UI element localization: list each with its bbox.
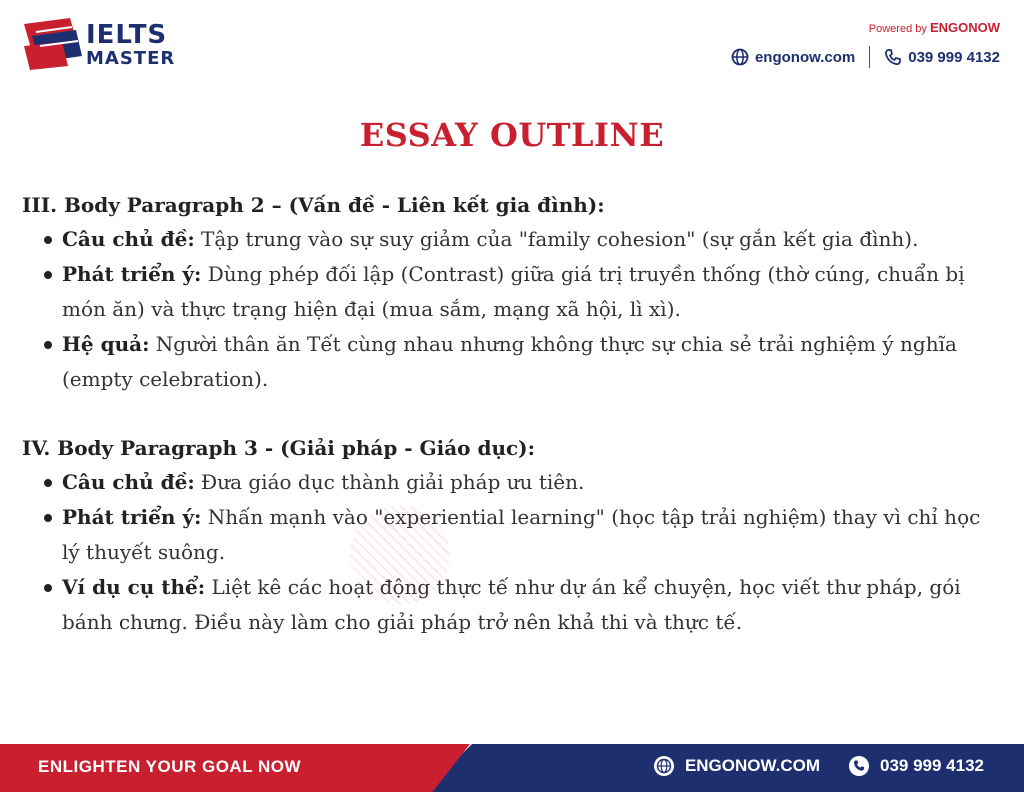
powered-by-brand: ENGONOW xyxy=(929,20,1000,35)
logo-stripes-icon xyxy=(22,16,86,72)
item-label: Ví dụ cụ thể: xyxy=(62,575,206,599)
footer-contact xyxy=(653,755,984,777)
list-item xyxy=(22,500,1002,570)
section-heading-body-2: III. Body Paragraph 2 – (Vấn đề - Liên kết gia đình): xyxy=(22,193,605,217)
item-label: Phát triển ý: xyxy=(62,505,202,529)
header-phone-link[interactable]: 039 999 4132 xyxy=(908,48,1000,66)
footer-bar xyxy=(0,744,1024,792)
item-label: Phát triển ý: xyxy=(62,262,202,286)
item-text: Liệt kê các hoạt động thực tế như dự án kể chuyện, học viết thư pháp, gói bánh chưng. Điều này làm cho giải pháp trở nên khả thi và thực tế. xyxy=(62,575,961,634)
phone-icon xyxy=(884,48,902,66)
item-text: Người thân ăn Tết cùng nhau nhưng không thực sự chia sẻ trải nghiệm ý nghĩa (empty celebration). xyxy=(62,332,957,391)
header-contact xyxy=(731,46,1000,68)
logo-text-master: MASTER xyxy=(86,48,176,69)
footer-website-link[interactable]: ENGONOW.COM xyxy=(684,756,820,775)
list-item xyxy=(22,257,1002,327)
item-text: Dùng phép đối lập (Contrast) giữa giá trị truyền thống (thờ cúng, chuẩn bị món ăn) và thực trạng hiện đại (mua sắm, mạng xã hội, lì xì). xyxy=(62,262,965,321)
list-item xyxy=(22,327,1002,397)
list-item xyxy=(22,465,1002,500)
bullet-list-body-3 xyxy=(22,465,1002,640)
section-heading-body-3: IV. Body Paragraph 3 - (Giải pháp - Giáo dục): xyxy=(22,436,536,460)
essay-outline-content xyxy=(22,188,1002,640)
page-title: ESSAY OUTLINE xyxy=(359,116,665,154)
powered-by-prefix: Powered by xyxy=(868,23,927,35)
globe-icon xyxy=(653,755,675,777)
bullet-list-body-2 xyxy=(22,222,1002,397)
header-website-link[interactable]: engonow.com xyxy=(754,48,856,66)
footer-slogan: ENLIGHTEN YOUR GOAL NOW xyxy=(38,757,302,776)
item-label: Câu chủ đề: xyxy=(62,227,195,251)
ielts-master-logo xyxy=(22,16,192,72)
item-text: Đưa giáo dục thành giải pháp ưu tiên. xyxy=(194,470,585,494)
list-item xyxy=(22,222,1002,257)
item-label: Hệ quả: xyxy=(62,332,150,356)
phone-icon xyxy=(848,755,870,777)
header-divider xyxy=(869,46,870,68)
list-item xyxy=(22,570,1002,640)
item-text: Nhấn mạnh vào "experiential learning" (học tập trải nghiệm) thay vì chỉ học lý thuyết suông. xyxy=(62,505,981,564)
item-label: Câu chủ đề: xyxy=(62,470,195,494)
powered-by xyxy=(869,20,1000,35)
logo-text-ielts: IELTS xyxy=(86,20,168,50)
globe-icon xyxy=(731,48,749,66)
footer-phone-link[interactable]: 039 999 4132 xyxy=(880,756,984,775)
item-text: Tập trung vào sự suy giảm của "family cohesion" (sự gắn kết gia đình). xyxy=(194,227,919,251)
